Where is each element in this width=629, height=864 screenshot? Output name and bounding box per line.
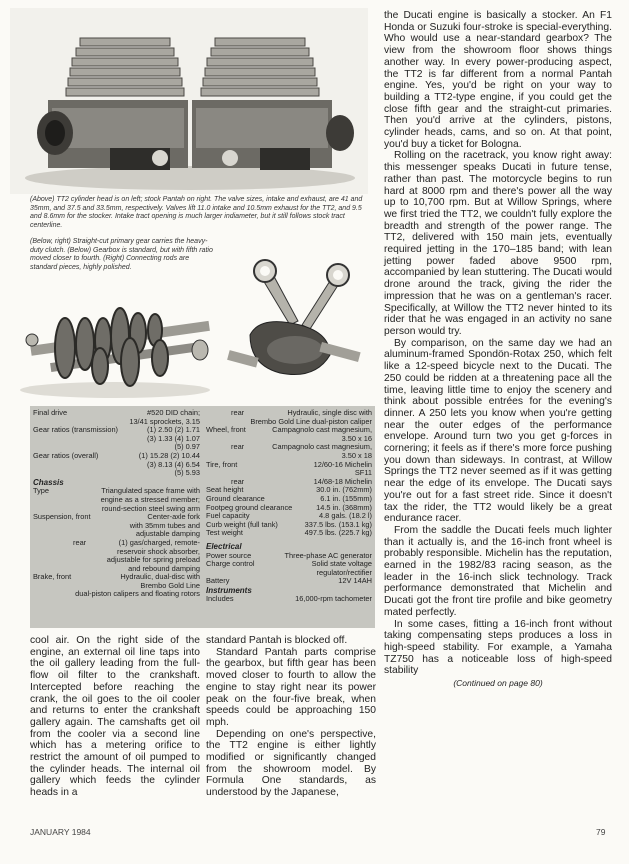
spec-value: (3) 8.13 (4) 6.54 [147, 459, 200, 469]
spec-value: Triangulated space frame with [101, 486, 200, 496]
spec-value: (1) 15.28 (2) 10.44 [138, 450, 200, 460]
spec-value: regulator/rectifier [316, 567, 372, 577]
spec-label: Charge control [206, 559, 255, 569]
spec-value: 12/60-16 Michelin [313, 459, 372, 469]
spec-value: SF11 [354, 468, 372, 478]
spec-value: 14.5 in. (368mm) [316, 502, 372, 512]
article-column-left [30, 635, 200, 799]
crankshaft-photo [220, 255, 370, 403]
spec-value: 337.5 lbs. (153.1 kg) [304, 519, 372, 529]
spec-value: 497.5 lbs. (225.7 kg) [304, 528, 372, 538]
gearbox-photo [10, 278, 220, 400]
spec-value: dual-piston calipers and floating rotors [75, 589, 200, 599]
spec-label: Gear ratios (transmission) [33, 425, 119, 435]
paragraph: Depending on one's perspective, the TT2 engine is either lightly modified or significantly changed from the showroom model. By Formula One standards, as understood by the Japanese, [206, 728, 376, 799]
spec-label: Tire, front [206, 459, 238, 469]
spec-value: round-section steel swing arm [101, 503, 200, 513]
spec-label: Curb weight (full tank) [206, 519, 278, 529]
spec-value: with 35mm tubes and [129, 520, 200, 530]
specifications-left-column [33, 409, 200, 599]
section-heading-instruments: Instruments [206, 585, 252, 595]
paragraph: standard Pantah is blocked off. [206, 635, 348, 646]
spec-label: Fuel capacity [206, 511, 250, 521]
specifications-right-column [206, 409, 372, 604]
spec-value: (1) 2.50 (2) 1.71 [147, 425, 200, 435]
spec-value: Brembo Gold Line [140, 580, 200, 590]
spec-value: 12V 14AH [338, 576, 372, 586]
paragraph: cool air. On the right side of the engine, an external oil line taps into the oil gallery leading from the full-flow oil filter to the crankshaft. Intercepted before reaching the crank, the oil goes to the oil cooler and returns to enter the crankshaft gallery again. The camshafts get oil from the cooler via a second line which has a metering orifice to restrict the amount of oil pumped to the cylinder heads. The internal oil gallery which feeds the cylinder heads in a [30, 635, 200, 799]
spec-value: 30.0 in. (762mm) [316, 485, 372, 495]
spec-label: Type [33, 486, 50, 496]
paragraph: From the saddle the Ducati feels much lighter than it actually is, and the 16-inch front wheel is probably responsible. Michelin has the reputation, earned in the 1982/83 racing season, as the leader in the 16-inch slick technology. Track performance demonstrated that Michelin and Ducati got the front tire profile and bike geometry mated perfectly. [384, 524, 612, 618]
spec-value: Solid state voltage [311, 559, 372, 569]
spec-row [206, 529, 372, 538]
paragraph: the Ducati engine is basically a stocker. An F1 Honda or Suzuki four-stroke is special-everything. Who would use a near-standard gearbox? The view from the showroom floor shows things another way. In every power-producing aspect, the TT2 is far different from a normal Pantah engine. Yes, you'd be right on your way to building a TT2-type engine, if you could get the close fifth gear and the straight-cut primaries. Then you'd arrive at the cylinders, pistons, cylinder heads, cams, and so on. At that point, you'd buy a ticket for Bologna. [384, 10, 612, 150]
paragraph: Rolling on the racetrack, you know right away: this messenger speaks Ducati in future tense, rather than past. The motorcycle begins to run hard at 8000 rpm and there's power all the way up to 10,700 rpm. But at Willow Springs, where we first tried the TT2, we couldn't fully explore the breadth and strength of the power range. The TT2, delivered with 150 main jets, eventually required jetting in the 170–185 band; with lean jetting power faded above 9500 rpm, accompanied by lean stuttering. The Ducati would drone around the track, giving the rider the impression that he was on a gentleman's racer. Specifically, at Willow the TT2 never hinted to its rider that he was engaged in an activity no sane person would try. [384, 150, 612, 337]
spec-value: 16,000-rpm tachometer [295, 594, 372, 604]
spec-value: (3) 1.33 (4) 1.07 [147, 433, 200, 443]
spec-label: rear [231, 408, 245, 417]
spec-label: Power source [206, 550, 252, 560]
spec-value: Center-axle fork [147, 512, 200, 522]
article-column-middle [206, 635, 376, 799]
spec-value: Hydraulic, single disc with [287, 408, 372, 417]
top-photo-caption: (Above) TT2 cylinder head is on left; stock Pantah on right. The valve sizes, intake and exhaust, are 41 and 35mm, and 37.5 and 33.5mm, respectively. Valves lift 11.0 intake and 10.5mm exhaust for the TT2, and 9.5 and 8.6mm for the stocker. Intake tract opening is much larger indiameter, but it still follows stock tract centerline. [30, 196, 363, 229]
spec-label: Battery [206, 576, 230, 586]
spec-label: Gear ratios (overall) [33, 450, 99, 460]
spec-label: rear [231, 476, 245, 486]
spec-label: Ground clearance [206, 493, 265, 503]
spec-value: Brembo Gold Line dual-piston caliper [250, 416, 372, 426]
paragraph: Standard Pantah parts comprise the gearbox, but fifth gear has been moved closer to fourth to allow the engine to stay right near its power peak on the four-five break, when speeds could be approaching 150 mph. [206, 646, 376, 728]
spec-label: Footpeg ground clearance [206, 502, 293, 512]
article-column-right [384, 10, 612, 690]
spec-label: Test weight [206, 528, 243, 538]
continued-note: (Continued on page 80) [453, 678, 543, 689]
spec-label: Brake, front [33, 572, 72, 582]
spec-value: adjustable for spring preload [106, 555, 200, 565]
spec-row [206, 595, 372, 604]
spec-value: 6.1 in. (155mm) [320, 493, 372, 503]
spec-value: 3.50 x 16 [341, 433, 372, 443]
spec-label: Seat height [206, 485, 244, 495]
spec-value: reservoir shock absorber, [117, 546, 200, 556]
cylinder-heads-photo [10, 8, 368, 194]
middle-photo-caption: (Below, right) Straight-cut primary gear carries the heavy-duty clutch. (Below) Gearbox is standard, but with fifth ratio moved closer to fourth. (Right) Connecting rods are standard pieces, highly polished. [30, 238, 213, 271]
spec-label: Wheel, front [206, 425, 246, 435]
spec-value: Hydraulic, dual-disc with [120, 572, 200, 582]
specifications-table [30, 406, 375, 628]
page-number: 79 [596, 827, 606, 837]
paragraph: In some cases, fitting a 16-inch front without taking compensating steps produces a loss in high-speed stability. For example, a Yamaha TZ750 has a noticeable loss of high-speed stability [384, 618, 612, 677]
spec-row [206, 461, 372, 470]
spec-value: 3.50 x 18 [341, 450, 372, 460]
issue-date: JANUARY 1984 [30, 827, 91, 837]
section-heading-electrical: Electrical [206, 541, 242, 551]
spec-value: and rebound damping [128, 563, 200, 573]
spec-value: 14/68-18 Michelin [313, 476, 372, 486]
spec-value: Campagnolo cast magnesium, [272, 442, 372, 452]
paragraph: By comparison, on the same day we had an aluminum-framed Spondön-Rotax 250, which felt like a 12-speed bicycle next to the Ducati. The 250 could be ridden at a threatening pace all the time, leaving little time to enjoy the scenery and think about possible entrées for the evening's dinner. A 250 lets you know when you're getting near the outer edges of the performance envelope. Around turn two you get g-forces in cornering; it feels as if there's more force pushing you down than sideways. In contrast, at Willow Springs the TT2 never seemed as if it was getting near the edge of its envelope. The Ducati says you're out for a fast street ride. Since it doesn't tax the rider, the TT2 would likely be a great endurance racer. [384, 337, 612, 525]
spec-value: #520 DID chain; [147, 408, 200, 417]
section-heading-chassis: Chassis [33, 477, 64, 487]
spec-label: rear [73, 537, 87, 547]
spec-label: Includes [206, 594, 234, 604]
spec-value: Campagnolo cast magnesium, [272, 425, 372, 435]
spec-value: adjustable damping [135, 529, 200, 539]
spec-value: 13/41 sprockets, 3.15 [129, 416, 200, 426]
spec-row [206, 577, 372, 586]
spec-value: engine as a stressed member; [100, 494, 200, 504]
spec-value: Three-phase AC generator [284, 550, 372, 560]
spec-label: Final drive [33, 408, 68, 417]
spec-label: Suspension, front [33, 512, 91, 522]
spec-value: (5) 0.97 [174, 442, 200, 452]
spec-value: (5) 5.93 [174, 468, 200, 478]
spec-label: rear [231, 442, 245, 452]
spec-value: (1) gas/charged, remote- [118, 537, 200, 547]
spec-value: 4.8 gals. (18.2 l) [319, 511, 372, 521]
